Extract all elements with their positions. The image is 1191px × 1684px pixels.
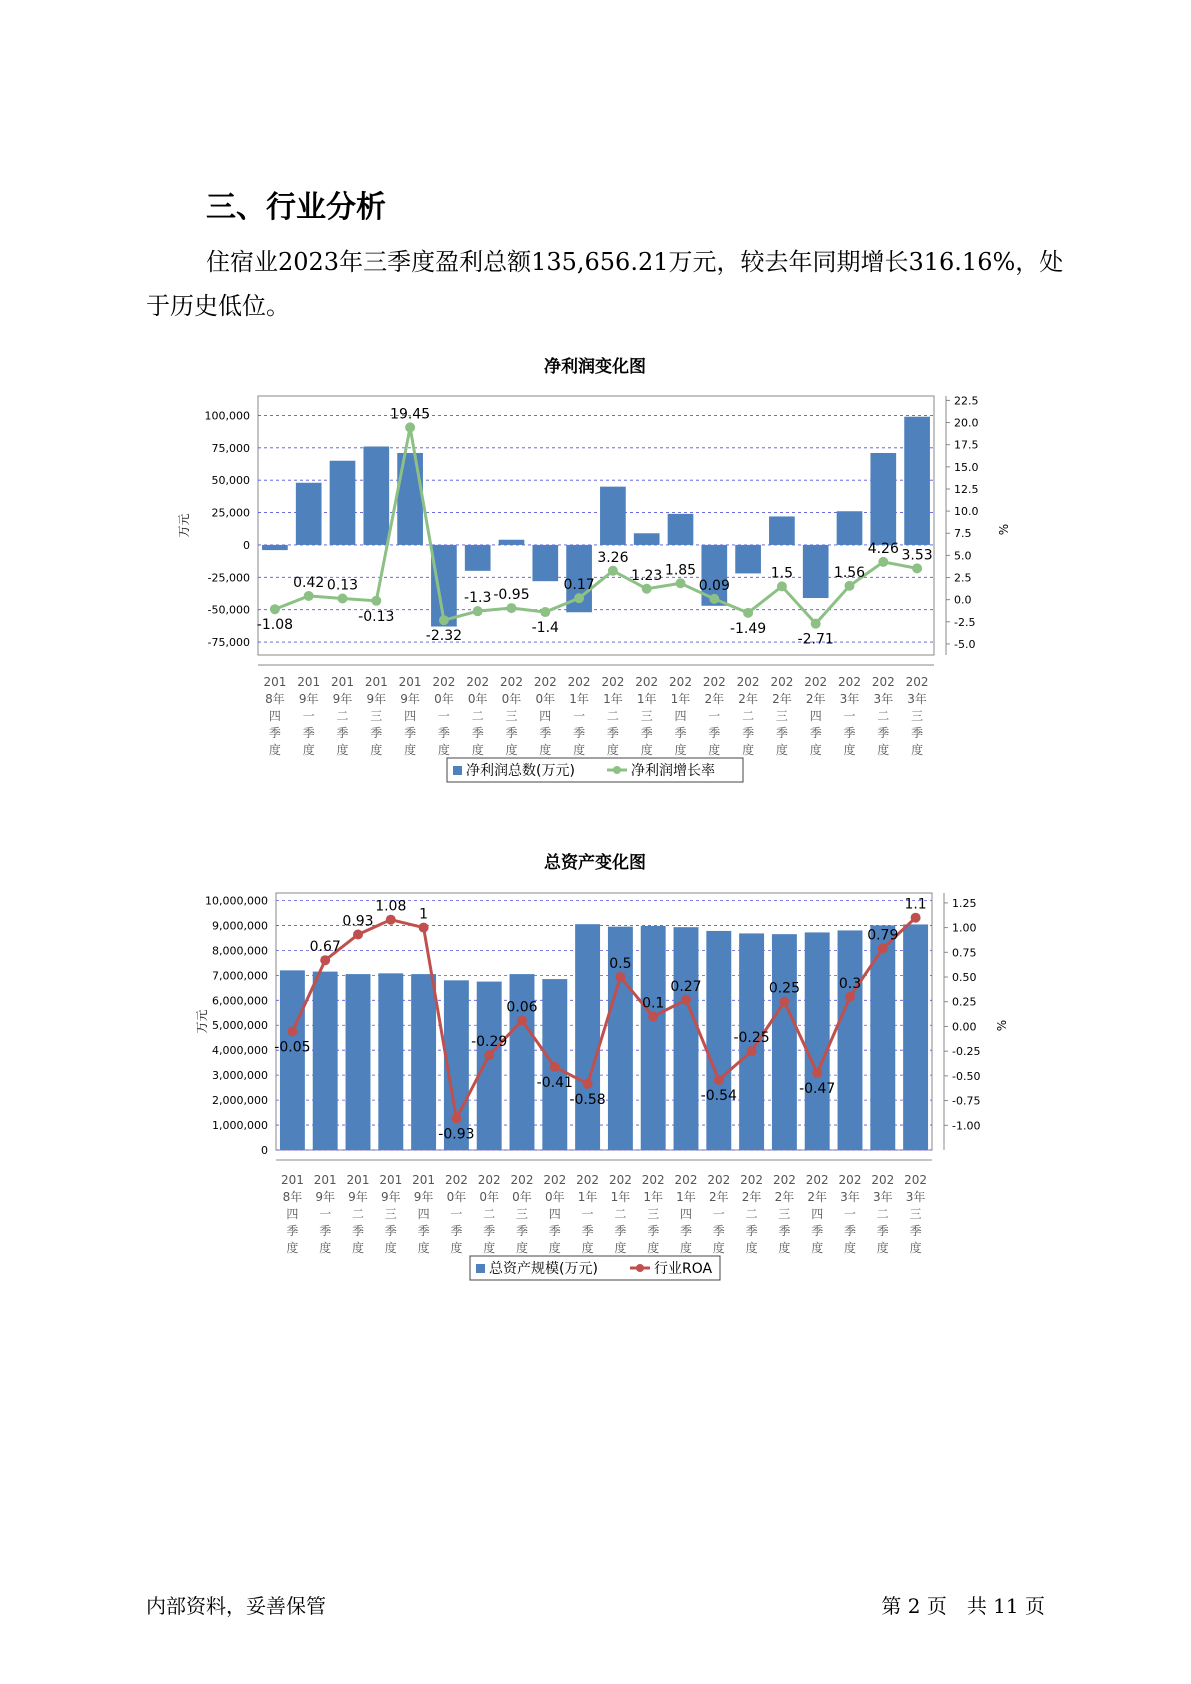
data-label: 0.17 (563, 577, 595, 594)
data-label: -0.93 (438, 1126, 475, 1143)
data-label: -0.25 (733, 1030, 770, 1047)
line-point (608, 566, 618, 576)
line-point (507, 603, 517, 613)
legend-swatch-point (613, 766, 621, 774)
plot-area (276, 893, 932, 1150)
bar (411, 974, 436, 1150)
y2-tick-label: -1.00 (952, 1119, 981, 1133)
line-point (550, 1062, 560, 1072)
bar (499, 540, 525, 545)
y2-tick-label: 0.25 (952, 995, 977, 1009)
y-tick-label: 5,000,000 (212, 1019, 268, 1033)
line-point (574, 593, 584, 603)
bar (575, 924, 600, 1150)
y-tick-label: 4,000,000 (212, 1044, 268, 1058)
data-label: 19.45 (390, 406, 431, 423)
line-point (681, 995, 691, 1005)
legend (470, 1256, 720, 1280)
x-tick-label: 202 2年二季度 (736, 675, 760, 757)
data-label: -2.71 (797, 631, 834, 648)
y-axis-label: 万元 (195, 1009, 209, 1034)
y2-tick-label: -0.75 (952, 1094, 981, 1108)
bar (477, 982, 502, 1150)
y2-tick-label: 22.5 (954, 394, 979, 408)
y-tick-label: -50,000 (207, 603, 250, 617)
data-label: 3.26 (597, 549, 629, 566)
data-label: 0.13 (326, 577, 359, 594)
data-label: -1.08 (256, 617, 294, 634)
line-point (439, 615, 449, 625)
line-point (287, 1026, 297, 1036)
legend-swatch-point (636, 1264, 644, 1272)
bar (803, 545, 829, 598)
bar (772, 934, 797, 1150)
line-point (386, 915, 396, 925)
line-point (615, 972, 625, 982)
line-point (747, 1046, 757, 1056)
line-point (845, 992, 855, 1002)
summary-paragraph: 住宿业2023年三季度盈利总额135,656.21万元，较去年同期增长316.16%，处于历史低位。 (146, 248, 1064, 320)
bar (674, 927, 699, 1150)
y-tick-label: 100,000 (204, 409, 250, 423)
legend-swatch-bar (476, 1264, 485, 1273)
y2-tick-label: 1.25 (952, 896, 977, 910)
x-tick-label: 202 2年三季度 (770, 675, 794, 757)
line-point (517, 1016, 527, 1026)
y2-tick-label: 0.75 (952, 946, 977, 960)
data-label: -1.49 (729, 620, 767, 637)
x-tick-label: 202 2年三季度 (772, 1173, 796, 1255)
y-tick-label: 7,000,000 (212, 969, 268, 983)
y-tick-label: 2,000,000 (212, 1094, 268, 1108)
line-point (304, 591, 314, 601)
footer-confidential: 内部资料，妥善保管 (146, 1594, 326, 1618)
y2-tick-label: 20.0 (954, 416, 979, 430)
x-tick-label: 202 2年四季度 (804, 675, 828, 757)
x-tick-label: 202 1年二季度 (608, 1173, 632, 1255)
data-label: 0.3 (838, 975, 862, 992)
x-tick-label: 202 0年三季度 (510, 1173, 534, 1255)
bar (296, 483, 322, 545)
y-tick-label: 75,000 (211, 441, 250, 455)
data-label: 1.56 (833, 564, 866, 581)
y2-tick-label: 5.0 (954, 549, 972, 563)
line-point (709, 594, 719, 604)
y2-tick-label: 17.5 (954, 438, 979, 452)
data-label: 0.1 (642, 995, 665, 1012)
bar (769, 516, 795, 544)
bar (600, 487, 626, 545)
line-point (714, 1075, 724, 1085)
line-point (912, 563, 922, 573)
legend-label: 行业ROA (654, 1261, 713, 1277)
legend-label: 净利润总数(万元) (466, 763, 575, 779)
section-heading: 三、行业分析 (206, 190, 386, 225)
data-label: 1.85 (664, 562, 697, 579)
y2-tick-label: -2.5 (954, 615, 976, 629)
bar (262, 545, 288, 550)
y-tick-label: 1,000,000 (212, 1119, 268, 1133)
total-assets-chart (0, 848, 1191, 1308)
y2-tick-label: 7.5 (954, 527, 972, 541)
data-label: 0.79 (867, 927, 899, 944)
data-label: -1.4 (531, 620, 559, 637)
x-tick-label: 202 0年二季度 (477, 1173, 501, 1255)
x-tick-label: 201 8年四季度 (280, 1173, 304, 1255)
data-label: -0.58 (569, 1091, 606, 1108)
data-label: -2.32 (425, 628, 463, 645)
y-tick-label: 8,000,000 (212, 944, 268, 958)
footer-page-number: 第 2 页 共 11 页 (881, 1594, 1045, 1618)
bar (280, 970, 305, 1150)
line-point (743, 608, 753, 618)
data-label: 0.09 (698, 577, 730, 594)
x-tick-label: 201 9年一季度 (297, 675, 321, 757)
y2-tick-label: 12.5 (954, 482, 979, 496)
bar (903, 924, 928, 1150)
line-point (811, 619, 821, 629)
y-tick-label: 25,000 (211, 506, 250, 520)
bar (838, 930, 863, 1150)
bar (378, 973, 403, 1150)
data-label: 0.25 (768, 980, 800, 997)
x-tick-label: 202 3年一季度 (838, 1173, 862, 1255)
bar (465, 545, 491, 571)
y2-tick-label: -0.25 (952, 1045, 981, 1059)
y2-tick-label: 1.00 (952, 921, 977, 935)
x-tick-label: 202 3年三季度 (905, 675, 929, 757)
x-tick-label: 201 9年二季度 (331, 675, 354, 757)
bar (706, 931, 731, 1150)
y2-tick-label: 0.50 (952, 971, 977, 985)
data-label: 1.23 (631, 567, 663, 584)
line-point (676, 578, 686, 588)
x-tick-label: 201 9年一季度 (313, 1173, 337, 1255)
line-point (320, 955, 330, 965)
x-tick-label: 202 2年一季度 (702, 675, 726, 757)
data-label: 0.93 (342, 913, 374, 930)
y2-tick-label: 0.00 (952, 1020, 977, 1034)
line-point (845, 581, 855, 591)
legend-swatch-bar (453, 766, 462, 775)
data-label: 3.53 (901, 547, 933, 564)
x-tick-label: 202 1年二季度 (601, 675, 625, 757)
x-tick-label: 201 9年二季度 (346, 1173, 370, 1255)
data-label: 0.67 (309, 939, 341, 956)
line-point (405, 422, 415, 432)
line-point (583, 1079, 593, 1089)
data-label: 0.42 (293, 574, 325, 591)
data-label: -0.13 (358, 608, 395, 625)
line-point (473, 606, 483, 616)
net-profit-chart (0, 350, 1191, 810)
bar (363, 447, 389, 545)
x-tick-label: 201 9年三季度 (379, 1173, 403, 1255)
y-tick-label: 0 (261, 1144, 268, 1157)
y-tick-label: -75,000 (207, 636, 250, 650)
x-tick-label: 202 0年二季度 (466, 675, 490, 757)
legend-label: 总资产规模(万元) (489, 1261, 598, 1277)
line-point (353, 930, 363, 940)
line-point (878, 557, 888, 567)
x-tick-label: 201 9年三季度 (364, 675, 388, 757)
x-tick-label: 201 8年四季度 (263, 675, 287, 757)
x-tick-label: 202 1年三季度 (641, 1173, 665, 1255)
data-label: -0.41 (536, 1074, 573, 1091)
x-tick-label: 202 2年四季度 (805, 1173, 829, 1255)
y-tick-label: 10,000,000 (205, 894, 268, 908)
data-label: -0.47 (799, 1080, 836, 1097)
x-tick-label: 202 0年四季度 (533, 675, 557, 757)
x-tick-label: 202 1年三季度 (635, 675, 659, 757)
x-tick-label: 202 0年一季度 (444, 1173, 468, 1255)
bar (668, 514, 694, 545)
data-label: 4.26 (867, 540, 899, 557)
line-point (270, 604, 280, 614)
line-point (451, 1113, 461, 1123)
x-tick-label: 202 1年四季度 (674, 1173, 698, 1255)
x-tick-label: 202 1年四季度 (669, 675, 692, 757)
chart-title: 净利润变化图 (544, 357, 646, 377)
data-label: -0.29 (471, 1034, 508, 1051)
y2-tick-label: -0.50 (952, 1069, 981, 1083)
bar (870, 453, 896, 545)
data-label: 0.27 (670, 978, 702, 995)
y-tick-label: 50,000 (211, 474, 250, 488)
y2-tick-label: -5.0 (954, 637, 976, 651)
y-tick-label: 3,000,000 (212, 1069, 268, 1083)
y2-tick-label: 15.0 (954, 460, 979, 474)
data-label: 1.08 (375, 898, 407, 915)
x-tick-label: 202 1年一季度 (567, 675, 591, 757)
legend (447, 758, 743, 782)
chart-title: 总资产变化图 (544, 853, 646, 873)
x-tick-label: 202 3年一季度 (838, 675, 861, 757)
x-tick-label: 202 3年二季度 (871, 675, 895, 757)
x-tick-label: 202 0年四季度 (543, 1173, 567, 1255)
line-point (642, 584, 652, 594)
line-point (371, 596, 381, 606)
line-point (540, 607, 550, 617)
line-point (777, 581, 787, 591)
data-label: 1.5 (770, 565, 794, 582)
x-tick-label: 201 9年四季度 (398, 675, 422, 757)
x-tick-label: 202 2年一季度 (707, 1173, 731, 1255)
data-label: 0.5 (609, 956, 632, 973)
x-tick-label: 202 0年三季度 (500, 675, 523, 757)
bar (634, 533, 660, 545)
line-point (484, 1050, 494, 1060)
bar (313, 972, 338, 1150)
data-label: -0.95 (493, 587, 530, 604)
x-tick-label: 202 0年一季度 (432, 675, 456, 757)
data-label: -0.05 (274, 1039, 311, 1056)
y-tick-label: 6,000,000 (212, 994, 268, 1008)
bar (904, 417, 930, 545)
line-point (878, 943, 888, 953)
data-label: -0.54 (700, 1087, 737, 1104)
line-point (419, 923, 429, 933)
bar (330, 461, 356, 545)
x-tick-label: 202 3年三季度 (904, 1173, 928, 1255)
y2-tick-label: 2.5 (954, 571, 972, 585)
y2-axis-label: % (997, 523, 1011, 536)
bar (346, 974, 371, 1150)
y-tick-label: 9,000,000 (212, 919, 268, 933)
line-point (779, 997, 789, 1007)
y-tick-label: -25,000 (207, 571, 250, 585)
line-point (338, 594, 348, 604)
y-axis-label: 万元 (177, 513, 191, 538)
data-label: 1 (419, 906, 429, 923)
bar (641, 926, 666, 1150)
line-point (911, 913, 921, 923)
bar (735, 545, 761, 573)
y2-axis-label: % (995, 1019, 1009, 1032)
bar (837, 511, 863, 545)
line-point (648, 1012, 658, 1022)
y2-tick-label: 0.0 (954, 593, 972, 607)
x-tick-label: 202 2年二季度 (740, 1173, 764, 1255)
bar (532, 545, 558, 581)
line-point (812, 1068, 822, 1078)
data-label: -1.3 (464, 590, 492, 607)
y-tick-label: 0 (243, 538, 250, 552)
x-tick-label: 201 9年四季度 (412, 1173, 436, 1255)
data-label: 1.1 (904, 896, 927, 913)
x-tick-label: 202 3年二季度 (871, 1173, 895, 1255)
x-tick-label: 202 1年一季度 (576, 1173, 600, 1255)
legend-label: 净利润增长率 (631, 763, 715, 779)
bar (805, 932, 830, 1150)
data-label: 0.06 (506, 999, 538, 1016)
y2-tick-label: 10.0 (954, 505, 979, 519)
